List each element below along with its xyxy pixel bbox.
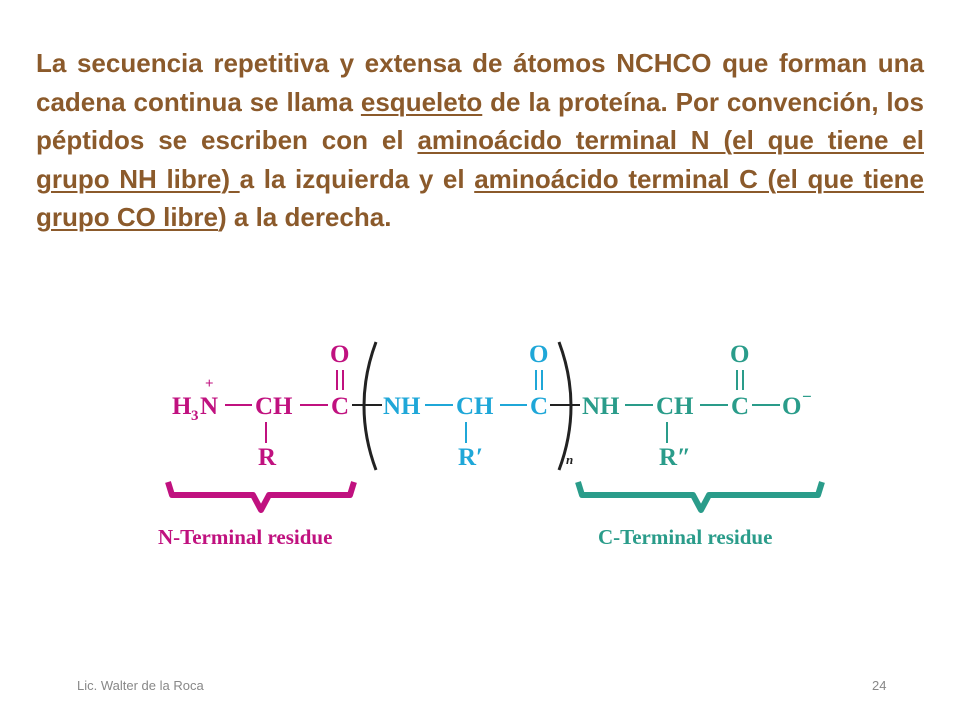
carbonyl-c-1: C [331, 393, 350, 420]
paragraph-text-2: de la proteína. Por convención, los péptidos se escriben con el [36, 86, 925, 155]
oxygen-1: O [330, 341, 350, 368]
paragraph-text-1: La secuencia repetitiva y extensa de átomos NCHCO que forman una cadena continua se llama [36, 48, 924, 117]
h3n-n: N [200, 393, 219, 420]
ch-3: CH [656, 393, 694, 420]
carbonyl-c-3: C [731, 393, 750, 420]
n-terminal-label: N-Terminal residue [158, 525, 333, 549]
oxygen-3: O [730, 341, 750, 368]
footer-author: Lic. Walter de la Roca [77, 678, 204, 693]
term-n-terminal: aminoácido terminal N (el que tiene el grupo NH libre) [36, 125, 924, 194]
oxygen-2: O [529, 341, 549, 368]
plus-charge: + [205, 376, 214, 392]
carboxylate-oxygen: O [782, 393, 802, 420]
r-group-3: R″ [659, 444, 691, 471]
footer-page-number: 24 [872, 678, 887, 693]
paragraph-text-4: ) a la derecha. [218, 202, 392, 232]
term-esqueleto: esqueleto [360, 86, 483, 117]
ch-1: CH [255, 393, 293, 420]
h3n-h: H [172, 393, 192, 420]
r-group-1: R [258, 444, 277, 471]
term-c-terminal: aminoácido terminal C (el que tiene grupo CO libre [36, 163, 924, 232]
nh-3: NH [582, 393, 620, 420]
carbonyl-c-2: C [530, 393, 549, 420]
repeat-subscript-n: n [566, 452, 574, 467]
minus-charge: − [802, 387, 812, 406]
paragraph-text-3: a la izquierda y el [239, 163, 475, 194]
r-group-2: R′ [458, 444, 484, 471]
n-terminal-brace [168, 482, 354, 510]
c-terminal-label: C-Terminal residue [598, 525, 773, 549]
c-terminal-brace [578, 482, 822, 510]
ch-2: CH [456, 393, 494, 420]
h3n-subscript: 3 [191, 408, 199, 424]
nh-2: NH [383, 393, 421, 420]
